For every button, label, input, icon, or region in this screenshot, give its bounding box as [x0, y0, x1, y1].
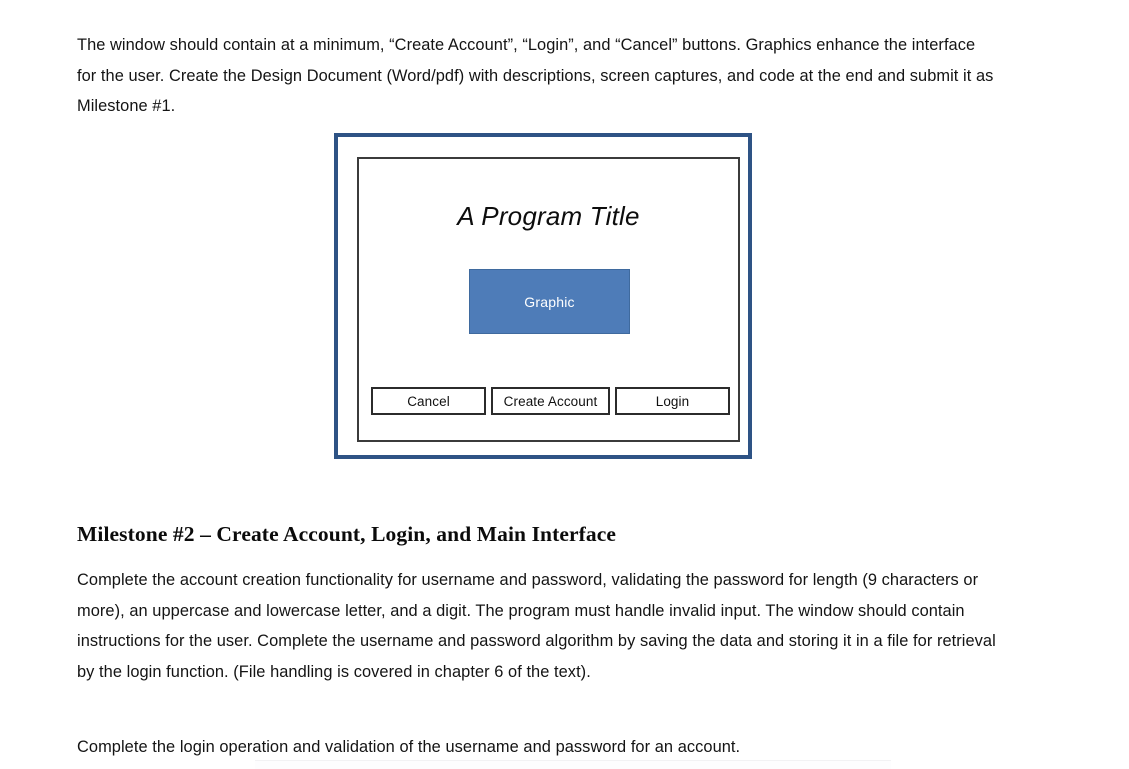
- paragraph-intro: The window should contain at a minimum, “Create Account”, “Login”, and “Cancel” buttons. Graphics enhance the interface for the user. Create the Design Document (Word/pdf) with descriptions, screen captures, and code at the end and submit it as Milestone #1.: [77, 36, 994, 116]
- ui-mockup-figure: [334, 133, 752, 459]
- mockup-create-account-button[interactable]: Create Account: [491, 387, 610, 415]
- mockup-graphic-placeholder: [469, 269, 630, 334]
- mockup-button-row: [371, 387, 730, 415]
- mockup-cancel-button[interactable]: Cancel: [371, 387, 486, 415]
- heading-milestone-2: Milestone #2 – Create Account, Login, and Main Interface: [77, 521, 617, 546]
- mockup-program-title: A Program Title: [457, 201, 640, 231]
- mockup-window-frame: [357, 157, 740, 442]
- paragraph-milestone2-body-1: Complete the account creation functionality for username and password, validating the password for length (9 characters or more), an uppercase and lowercase letter, and a digit. The program must handle invalid input. The window should contain instructions for the user. Complete the username and password algorithm by saving the data and storing it in a file for retrieval by the login function. (File handling is covered in chapter 6 of the text).: [77, 571, 996, 681]
- mockup-graphic-label: Graphic: [524, 293, 575, 310]
- cropped-figure-below-fold: [255, 760, 891, 769]
- paragraph-milestone2-body-2: Complete the login operation and validation of the username and password for an account.: [77, 738, 741, 757]
- mockup-login-button[interactable]: Login: [615, 387, 730, 415]
